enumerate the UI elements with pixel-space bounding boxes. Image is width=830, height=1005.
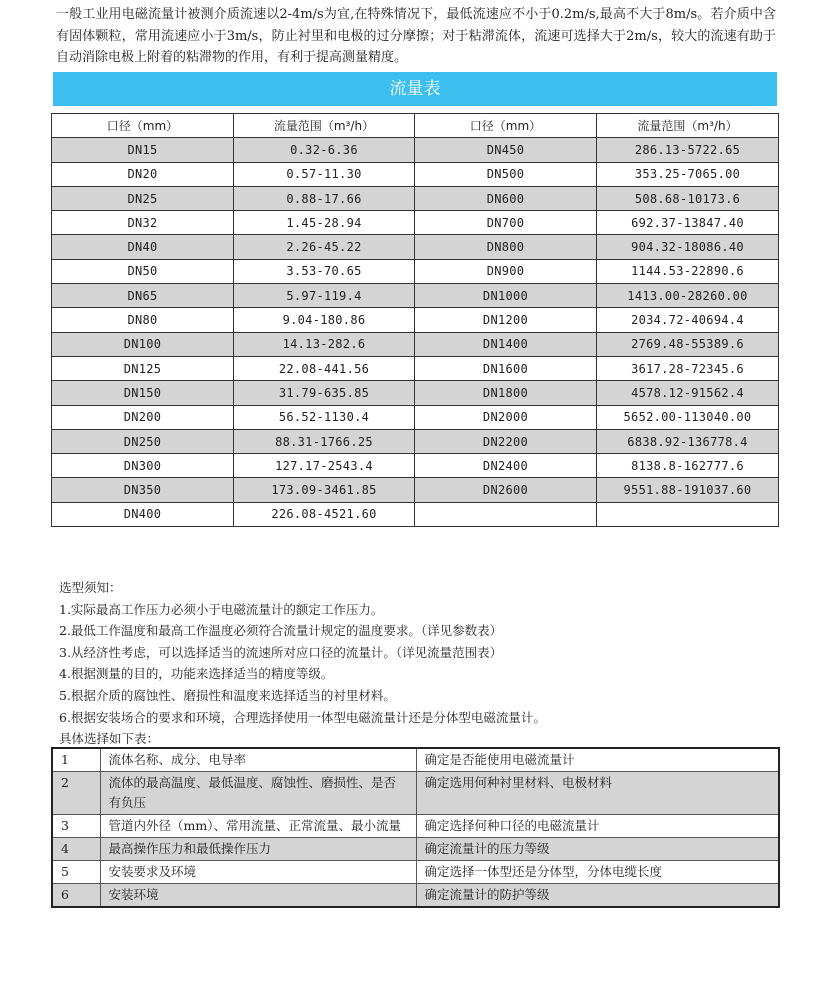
- flow-table-row: [52, 211, 779, 235]
- flow-range-cell: 508.68-10173.6: [597, 186, 779, 210]
- flow-table-row: [52, 235, 779, 259]
- note-item: 2.最低工作温度和最高工作温度必须符合流量计规定的温度要求。（详见参数表）: [59, 623, 503, 639]
- diameter-cell: DN300: [52, 454, 234, 478]
- flow-range-cell: 0.88-17.66: [234, 186, 415, 210]
- flow-range-cell: 9.04-180.86: [234, 308, 415, 332]
- note-item: 1.实际最高工作压力必须小于电磁流量计的额定工作压力。: [59, 601, 384, 617]
- flow-range-cell: 3617.28-72345.6: [597, 356, 779, 380]
- flow-range-cell: 56.52-1130.4: [234, 405, 415, 429]
- diameter-cell: DN40: [52, 235, 234, 259]
- selection-row: [52, 884, 779, 908]
- diameter-cell: DN900: [415, 259, 597, 283]
- selection-parameter-cell: 管道内外径（mm）、常用流量、正常流量、最小流量: [100, 815, 416, 838]
- flow-range-cell: 8138.8-162777.6: [597, 454, 779, 478]
- diameter-cell: DN50: [52, 259, 234, 283]
- flow-range-cell: 9551.88-191037.60: [597, 478, 779, 502]
- note-item: 4.根据测量的目的，功能来选择适当的精度等级。: [59, 666, 334, 682]
- note-item: 3.从经济性考虑，可以选择适当的流速所对应口径的流量计。（详见流量范围表）: [59, 644, 503, 660]
- selection-index-cell: 6: [52, 884, 100, 908]
- diameter-cell: DN32: [52, 211, 234, 235]
- selection-row: [52, 748, 779, 772]
- diameter-cell: DN700: [415, 211, 597, 235]
- diameter-cell: DN1200: [415, 308, 597, 332]
- selection-index-cell: 2: [52, 772, 100, 815]
- selection-parameter-cell: 流体名称、成分、电导率: [100, 748, 416, 772]
- diameter-cell: DN250: [52, 429, 234, 453]
- flow-range-cell: 22.08-441.56: [234, 356, 415, 380]
- flow-range-cell: 31.79-635.85: [234, 381, 415, 405]
- flow-table-header-cell: 口径（mm）: [52, 114, 234, 138]
- diameter-cell: DN600: [415, 186, 597, 210]
- selection-purpose-cell: 确定流量计的防护等级: [416, 884, 779, 908]
- flow-range-cell: 5652.00-113040.00: [597, 405, 779, 429]
- diameter-cell: DN15: [52, 138, 234, 162]
- diameter-cell: DN800: [415, 235, 597, 259]
- flow-range-cell: 2769.48-55389.6: [597, 332, 779, 356]
- selection-index-cell: 5: [52, 861, 100, 884]
- flow-table-row: [52, 138, 779, 162]
- diameter-cell: DN25: [52, 186, 234, 210]
- flow-table-row: [52, 381, 779, 405]
- flow-range-cell: 88.31-1766.25: [234, 429, 415, 453]
- diameter-cell: DN2200: [415, 429, 597, 453]
- flow-table-row: [52, 284, 779, 308]
- selection-table-caption: 具体选择如下表：: [59, 731, 160, 747]
- diameter-cell: DN150: [52, 381, 234, 405]
- diameter-cell: DN1800: [415, 381, 597, 405]
- selection-parameter-cell: 最高操作压力和最低操作压力: [100, 838, 416, 861]
- flow-range-cell: 353.25-7065.00: [597, 162, 779, 186]
- flow-table-row: [52, 162, 779, 186]
- flow-range-cell: 2034.72-40694.4: [597, 308, 779, 332]
- selection-parameter-cell: 安装要求及环境: [100, 861, 416, 884]
- diameter-cell: DN1400: [415, 332, 597, 356]
- flow-table-banner: 流量表: [53, 72, 777, 106]
- note-item: 6.根据安装场合的要求和环境，合理选择使用一体型电磁流量计还是分体型电磁流量计。: [59, 709, 546, 725]
- selection-index-cell: 3: [52, 815, 100, 838]
- selection-notes: [59, 577, 779, 750]
- flow-table-header-row: [52, 114, 779, 138]
- flow-table-row: [52, 502, 779, 526]
- flow-range-cell: 0.57-11.30: [234, 162, 415, 186]
- flow-table-row: [52, 429, 779, 453]
- flow-table-row: [52, 259, 779, 283]
- selection-parameter-cell: 流体的最高温度、最低温度、腐蚀性、磨损性、是否有负压: [100, 772, 416, 815]
- selection-table: [51, 747, 780, 908]
- flow-table-row: [52, 405, 779, 429]
- flow-range-cell: 127.17-2543.4: [234, 454, 415, 478]
- selection-row: [52, 815, 779, 838]
- diameter-cell: DN2600: [415, 478, 597, 502]
- diameter-cell: DN500: [415, 162, 597, 186]
- flow-table-row: [52, 356, 779, 380]
- flow-range-table: [51, 113, 779, 527]
- flow-table-header-cell: 口径（mm）: [415, 114, 597, 138]
- flow-range-cell: 1413.00-28260.00: [597, 284, 779, 308]
- flow-range-cell: 226.08-4521.60: [234, 502, 415, 526]
- flow-range-cell: 1.45-28.94: [234, 211, 415, 235]
- diameter-cell: DN400: [52, 502, 234, 526]
- selection-purpose-cell: 确定选用何种衬里材料、电极材料: [416, 772, 779, 815]
- diameter-cell: DN80: [52, 308, 234, 332]
- flow-table-row: [52, 454, 779, 478]
- diameter-cell: DN350: [52, 478, 234, 502]
- selection-purpose-cell: 确定是否能使用电磁流量计: [416, 748, 779, 772]
- selection-purpose-cell: 确定流量计的压力等级: [416, 838, 779, 861]
- selection-index-cell: 4: [52, 838, 100, 861]
- notes-heading: 选型须知：: [59, 580, 122, 595]
- diameter-cell: DN1600: [415, 356, 597, 380]
- flow-range-cell: 286.13-5722.65: [597, 138, 779, 162]
- flow-range-cell: 14.13-282.6: [234, 332, 415, 356]
- diameter-cell: DN1000: [415, 284, 597, 308]
- flow-table-header-cell: 流量范围（m³/h）: [597, 114, 779, 138]
- flow-table-row: [52, 308, 779, 332]
- flow-table-row: [52, 478, 779, 502]
- selection-parameter-cell: 安装环境: [100, 884, 416, 908]
- flow-range-cell: 5.97-119.4: [234, 284, 415, 308]
- flow-range-cell: 2.26-45.22: [234, 235, 415, 259]
- selection-index-cell: 1: [52, 748, 100, 772]
- flow-range-cell: 173.09-3461.85: [234, 478, 415, 502]
- diameter-cell: DN2000: [415, 405, 597, 429]
- flow-range-cell: 4578.12-91562.4: [597, 381, 779, 405]
- flow-range-cell: [597, 502, 779, 526]
- diameter-cell: DN200: [52, 405, 234, 429]
- selection-row: [52, 772, 779, 815]
- diameter-cell: [415, 502, 597, 526]
- flow-table-header-cell: 流量范围（m³/h）: [234, 114, 415, 138]
- flow-range-cell: 6838.92-136778.4: [597, 429, 779, 453]
- selection-row: [52, 838, 779, 861]
- diameter-cell: DN65: [52, 284, 234, 308]
- flow-range-cell: 692.37-13847.40: [597, 211, 779, 235]
- selection-row: [52, 861, 779, 884]
- flow-table-row: [52, 332, 779, 356]
- diameter-cell: DN2400: [415, 454, 597, 478]
- note-item: 5.根据介质的腐蚀性、磨损性和温度来选择适当的衬里材料。: [59, 687, 396, 703]
- flow-range-cell: 904.32-18086.40: [597, 235, 779, 259]
- intro-paragraph: 一般工业用电磁流量计被测介质流速以2-4m/s为宜,在特殊情况下，最低流速应不小于0.2m/s,最高不大于8m/s。若介质中含有固体颗粒，常用流速应小于3m/s，防止衬里和电极的过分摩擦；对于粘滞流体，流速可选择大于2m/s，较大的流速有助于自动消除电极上附着的粘滞物的作用，有利于提高测量精度。: [56, 7, 776, 65]
- diameter-cell: DN450: [415, 138, 597, 162]
- flow-range-cell: 0.32-6.36: [234, 138, 415, 162]
- flow-range-cell: 3.53-70.65: [234, 259, 415, 283]
- flow-table-row: [52, 186, 779, 210]
- diameter-cell: DN125: [52, 356, 234, 380]
- diameter-cell: DN20: [52, 162, 234, 186]
- selection-purpose-cell: 确定选择何种口径的电磁流量计: [416, 815, 779, 838]
- diameter-cell: DN100: [52, 332, 234, 356]
- flow-range-cell: 1144.53-22890.6: [597, 259, 779, 283]
- selection-purpose-cell: 确定选择一体型还是分体型，分体电缆长度: [416, 861, 779, 884]
